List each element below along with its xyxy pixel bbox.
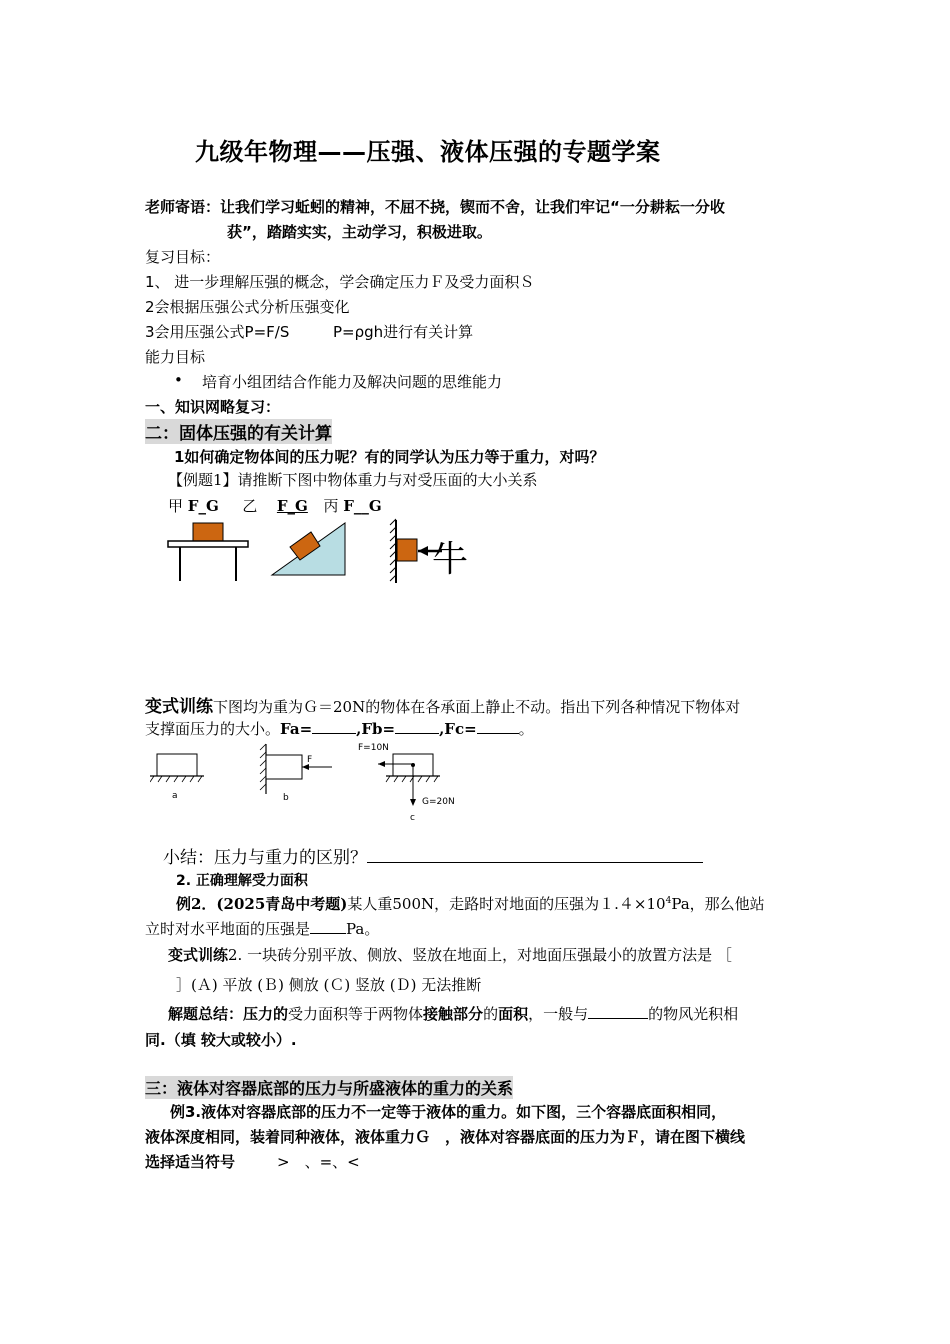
variant-1-text1: 下图均为重为Ｇ＝20N的物体在各承面上静止不动。指出下列各种情况下物体对: [213, 698, 741, 716]
table-top: [168, 541, 248, 547]
review-goal-3a: 3会用压强公式P=F/S: [145, 323, 290, 341]
summary-text-4: 的物风光积相: [648, 1005, 739, 1023]
bing-relation: F__G: [343, 497, 382, 515]
review-goal-1: 1、 进一步理解压强的概念，学会确定压力Ｆ及受力面积Ｓ: [145, 273, 535, 291]
question-1: 1如何确定物体间的压力呢？有的同学认为压力等于重力，对吗？: [174, 448, 605, 466]
example-3-line1: 例3.液体对容器底部的压力不一定等于液体的重力。如下图，三个容器底面积相同，: [170, 1103, 727, 1121]
variant-1-text2: 支撑面压力的大小。: [145, 720, 281, 738]
example-2-line2: [145, 918, 379, 939]
example-2-text-end: Pa，那么他站: [671, 895, 765, 913]
figure-b-label: b: [283, 793, 289, 803]
variant-1-line2: [145, 718, 534, 739]
review-heading: 复习目标：: [145, 248, 221, 266]
solution-summary-blank[interactable]: [588, 1004, 648, 1019]
variant-1-figures: [150, 742, 480, 824]
example-2-unit: Pa。: [346, 920, 380, 938]
figure-c-force-label: F=10N: [358, 743, 389, 753]
example-2-line1: [176, 893, 765, 914]
figure-c: [358, 743, 455, 823]
jia-label: 甲: [168, 497, 184, 515]
section-3-heading: 三：液体对容器底部的压力与所盛液体的重力的关系: [145, 1076, 513, 1099]
variant-1-end: 。: [518, 720, 534, 738]
ox-character: 牛: [432, 539, 469, 580]
fa-label: Fa=: [280, 720, 313, 738]
block-on-table: [193, 523, 223, 541]
fa-blank[interactable]: [312, 719, 356, 734]
bing-label: 丙: [323, 497, 339, 515]
review-goal-3b: P=ρgh进行有关计算: [333, 323, 474, 341]
example-1-relations: [168, 495, 382, 516]
figure-b: [260, 744, 332, 803]
variant-1-line1: [145, 692, 740, 717]
summary-text-1: 受力面积等于两物体: [288, 1005, 424, 1023]
ability-heading: 能力目标: [145, 348, 206, 366]
ability-item: 培育小组团结合作能力及解决问题的思维能力: [202, 373, 503, 391]
review-goal-2: 2会根据压强公式分析压强变化: [145, 298, 350, 316]
solution-summary-label: 解题总结：: [168, 1005, 244, 1023]
yi-label: 乙: [242, 497, 258, 515]
figure-b-force-label: F: [307, 755, 313, 765]
solution-summary-line2: 同.（填 较大或较小）.: [145, 1031, 297, 1049]
example-1-label: 【例题1】: [168, 471, 238, 489]
example-1: [168, 469, 538, 490]
summary-blank[interactable]: [367, 846, 703, 863]
figure-a-label: a: [172, 791, 178, 801]
fb-label: ,Fb=: [356, 720, 396, 738]
figure-c-label: c: [410, 813, 415, 823]
figure-c-gravity-label: G=20N: [422, 797, 455, 807]
summary-line: [163, 843, 703, 868]
yi-relation: F_G: [276, 497, 308, 515]
summary-bold-1: 压力的: [243, 1005, 289, 1023]
teacher-message-line2: 获”，踏踏实实，主动学习，积极进取。: [227, 223, 492, 241]
summary-text-3: ，一般与: [528, 1005, 589, 1023]
block-on-wall: [397, 539, 417, 561]
teacher-message-line1: 老师寄语：让我们学习蚯蚓的精神，不屈不挠，锲而不舍，让我们牢记“一分耕耘一分收: [145, 198, 725, 216]
slope-figure: [272, 523, 345, 575]
example-2-question: 立时对水平地面的压强是: [145, 920, 311, 938]
fc-label: ,Fc=: [439, 720, 477, 738]
example-3-line3b: > 、=、<: [277, 1153, 360, 1171]
fb-blank[interactable]: [395, 719, 439, 734]
example-2-source: 例2．(2025青岛中考题): [176, 895, 348, 913]
summary-bold-3: 面积: [498, 1005, 529, 1023]
summary-text: 小结：压力与重力的区别？: [163, 848, 367, 868]
section-2-heading: 二：固体压强的有关计算: [145, 419, 332, 444]
solution-summary-line1: [168, 1003, 738, 1024]
summary-bold-2: 接触部分: [423, 1005, 484, 1023]
variant-2-options: ］(Ａ) 平放 (Ｂ) 侧放 (Ｃ) 竖放 (Ｄ) 无法推断: [176, 976, 482, 994]
part-2-heading: 2. 正确理解受力面积: [176, 873, 308, 889]
variant-2-label: 变式训练: [168, 946, 229, 964]
example-2-text: 某人重500N，走路时对地面的压强为１.４×10: [347, 895, 666, 913]
variant-1-label: 变式训练: [145, 697, 213, 717]
fc-blank[interactable]: [477, 719, 519, 734]
example-3-line2: 液体深度相同，装着同种液体，液体重力Ｇ ，液体对容器底面的压力为Ｆ，请在图下横线: [145, 1128, 746, 1146]
variant-2-line1: [168, 944, 732, 965]
bullet: •: [174, 371, 183, 389]
page-title: 九级年物理——压强、液体压强的专题学案: [195, 138, 661, 166]
example-3-line3a: 选择适当符号: [145, 1153, 236, 1171]
variant-2-text: 2. 一块砖分别平放、侧放、竖放在地面上，对地面压强最小的放置方法是 ［: [228, 946, 732, 964]
figure-a: [150, 754, 204, 801]
table-figure: [168, 523, 248, 581]
summary-text-2: 的: [483, 1005, 499, 1023]
example-2-exponent: 4: [665, 896, 672, 906]
example-2-blank[interactable]: [310, 919, 346, 934]
jia-relation: F_G: [187, 497, 219, 515]
section-1-heading: 一、知识网略复习：: [145, 398, 281, 416]
example-1-text: 请推断下图中物体重力与对受压面的大小关系: [237, 471, 538, 489]
